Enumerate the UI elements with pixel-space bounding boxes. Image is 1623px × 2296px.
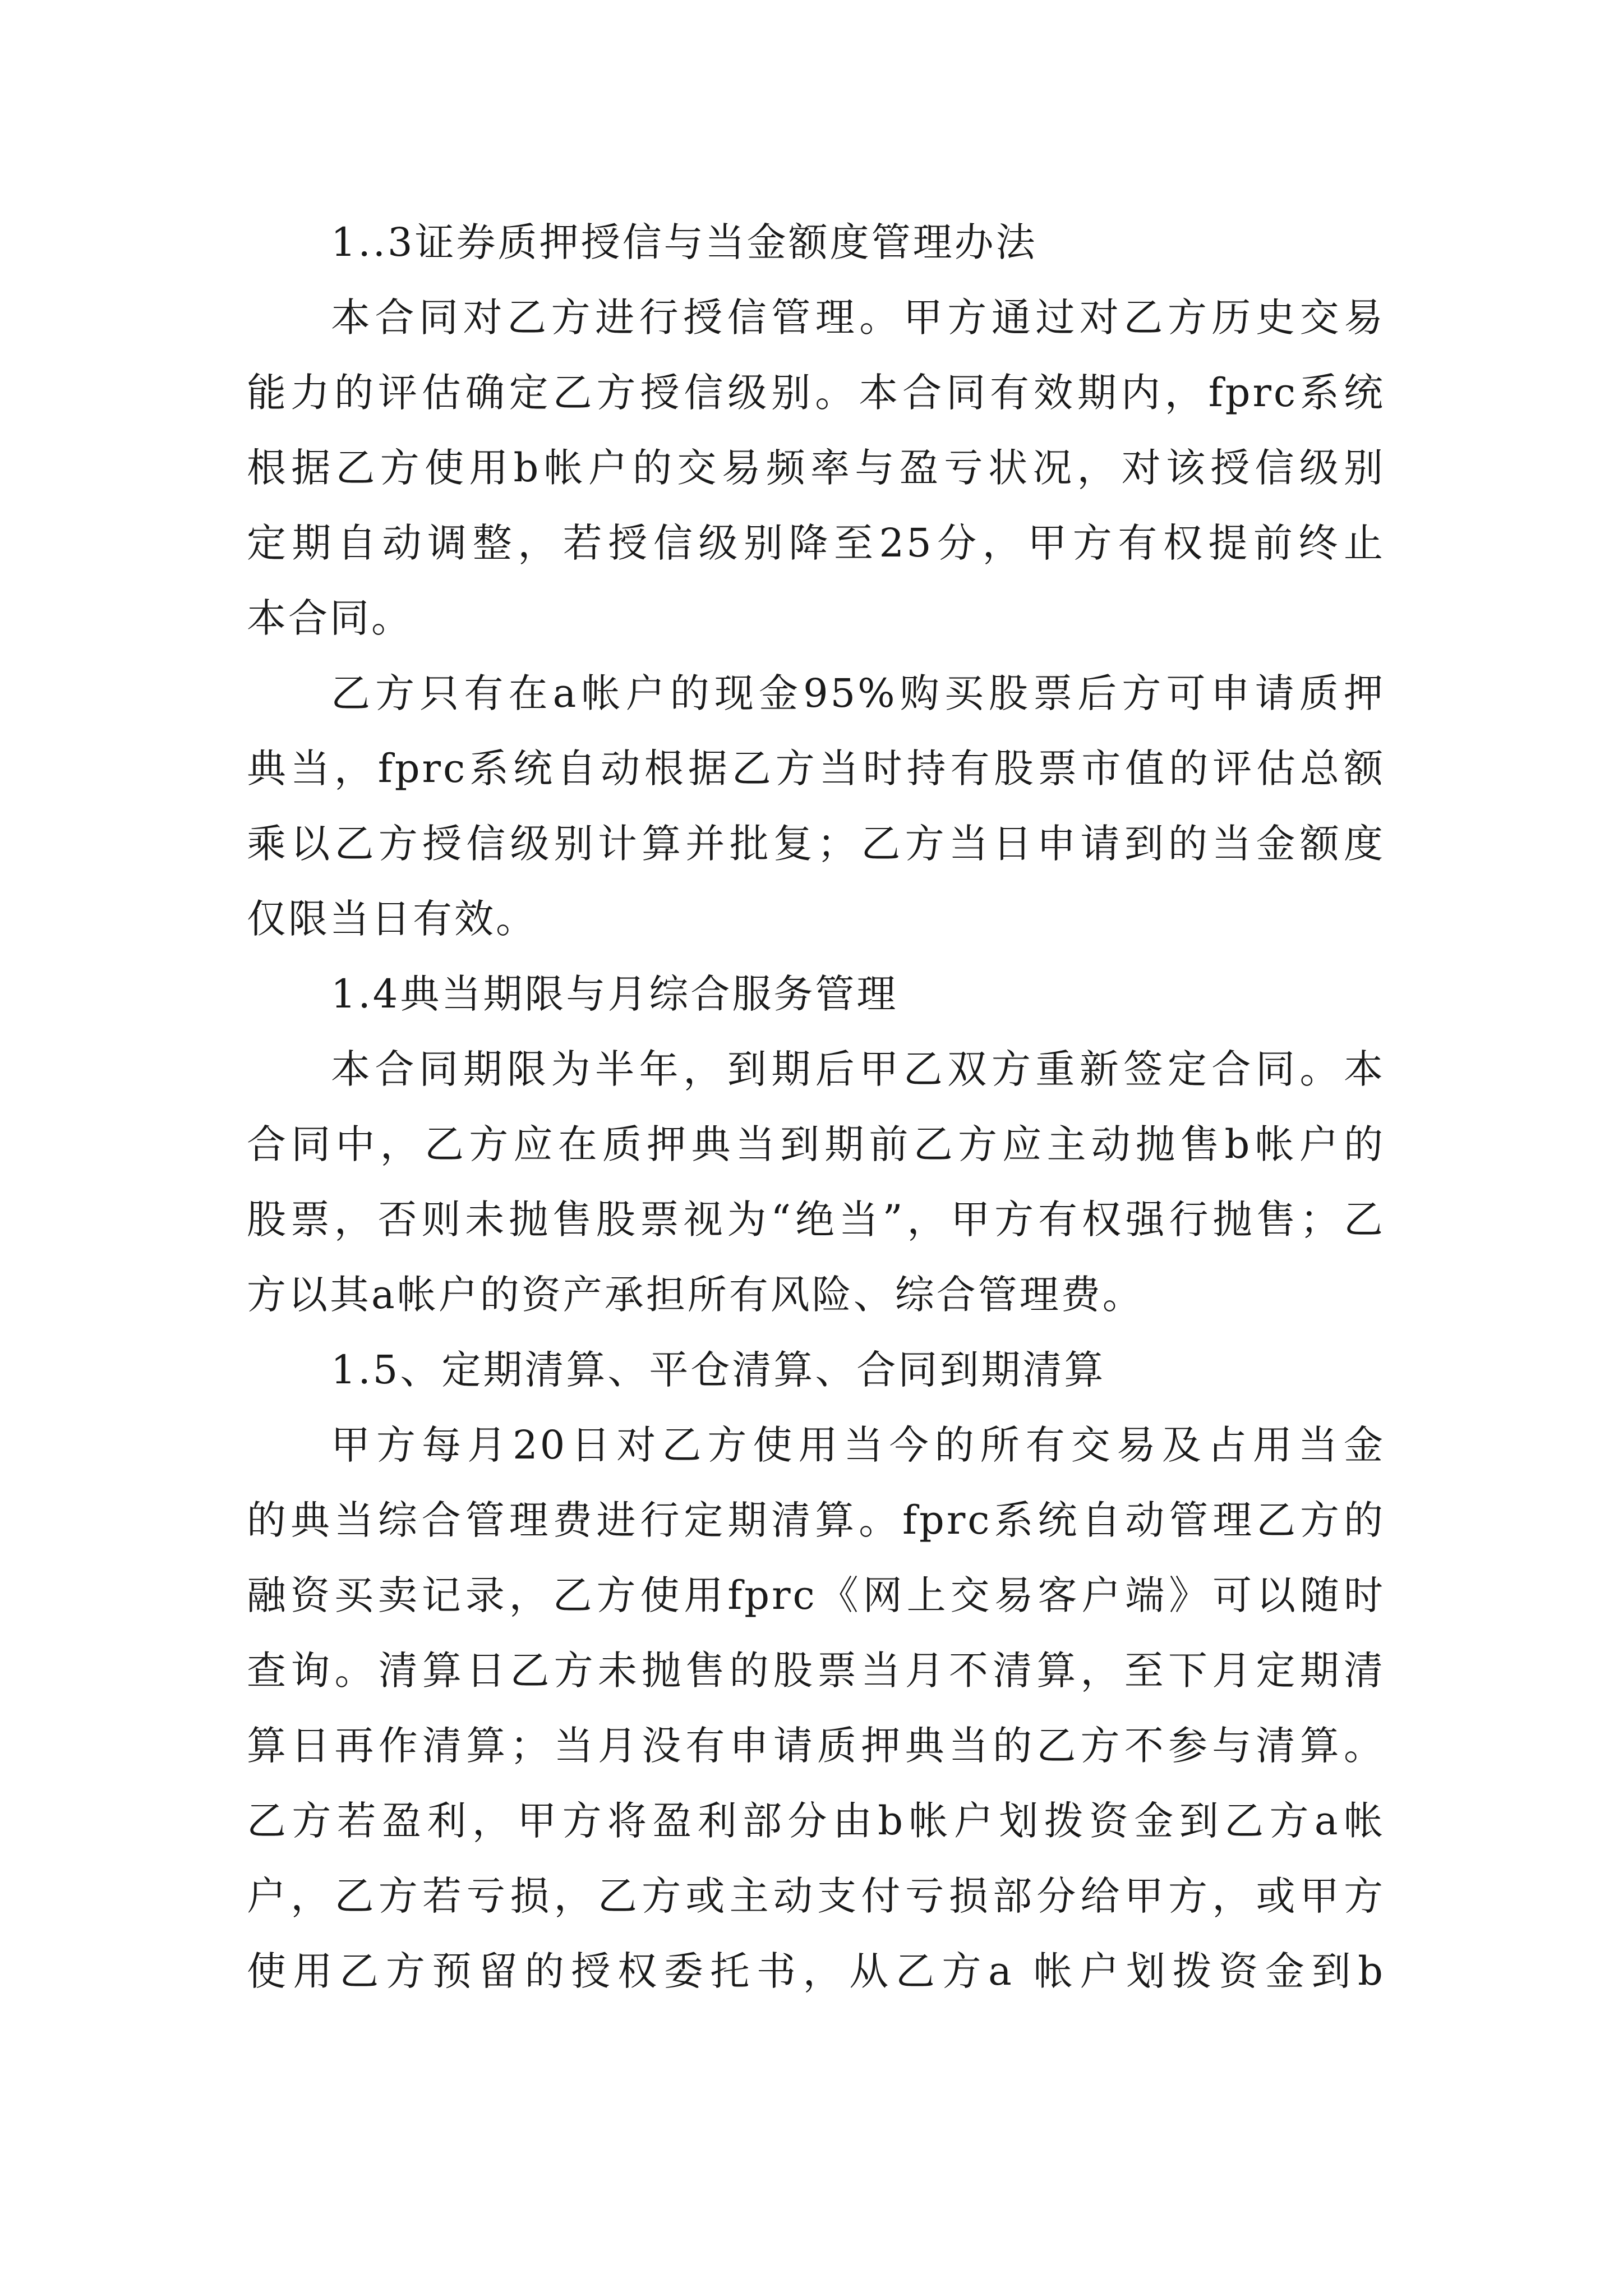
paragraph-line: 股票，否则未抛售股票视为“绝当”，甲方有权强行抛售；乙 [247,1197,1385,1243]
paragraph-line: 户，乙方若亏损，乙方或主动支付亏损部分给甲方，或甲方 [247,1873,1385,1919]
paragraph-line: 甲方每月20日对乙方使用当今的所有交易及占用当金 [331,1422,1385,1468]
paragraph-line: 乙方若盈利，甲方将盈利部分由b帐户划拨资金到乙方a帐 [247,1798,1385,1844]
paragraph-line: 本合同期限为半年，到期后甲乙双方重新签定合同。本 [331,1046,1385,1092]
paragraph-line: 本合同对乙方进行授信管理。甲方通过对乙方历史交易 [331,295,1385,341]
paragraph-line: 能力的评估确定乙方授信级别。本合同有效期内，fprc系统 [247,370,1385,416]
paragraph-line: 典当，fprc系统自动根据乙方当时持有股票市值的评估总额 [247,746,1385,792]
paragraph-line: 定期自动调整，若授信级别降至25分，甲方有权提前终止 [247,520,1385,566]
section-heading: 1..3证券质押授信与当金额度管理办法 [331,219,1038,265]
paragraph-line: 根据乙方使用b帐户的交易频率与盈亏状况，对该授信级别 [247,445,1385,491]
paragraph-line: 算日再作清算；当月没有申请质押典当的乙方不参与清算。 [247,1723,1385,1769]
document-body [247,205,1385,2009]
paragraph-line: 的典当综合管理费进行定期清算。fprc系统自动管理乙方的 [247,1497,1385,1543]
paragraph-line: 本合同。 [247,595,413,641]
section-heading: 1.4典当期限与月综合服务管理 [331,971,898,1017]
paragraph-line: 乘以乙方授信级别计算并批复；乙方当日申请到的当金额度 [247,821,1385,867]
paragraph-line: 合同中，乙方应在质押典当到期前乙方应主动抛售b帐户的 [247,1121,1385,1167]
paragraph-line: 使用乙方预留的授权委托书，从乙方a 帐户划拨资金到b [247,1948,1385,1994]
paragraph-line: 仅限当日有效。 [247,896,537,942]
paragraph-line: 乙方只有在a帐户的现金95%购买股票后方可申请质押 [331,670,1385,716]
section-heading: 1.5、定期清算、平仓清算、合同到期清算 [331,1347,1106,1393]
paragraph-line: 查询。清算日乙方未抛售的股票当月不清算，至下月定期清 [247,1648,1385,1694]
paragraph-line: 方以其a帐户的资产承担所有风险、综合管理费。 [247,1272,1144,1318]
paragraph-line: 融资买卖记录，乙方使用fprc《网上交易客户端》可以随时 [247,1572,1385,1618]
